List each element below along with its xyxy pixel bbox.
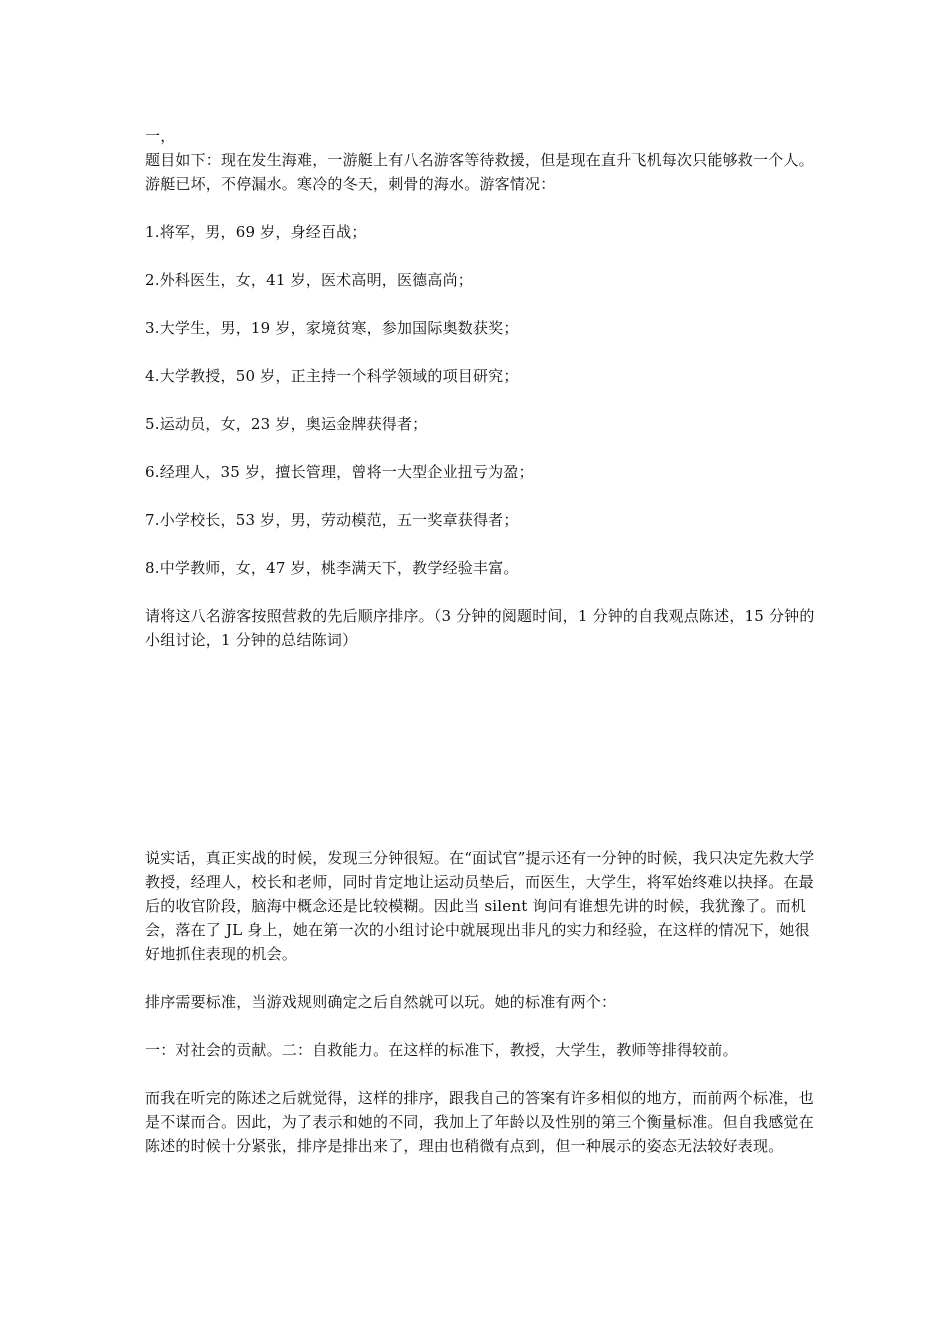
passenger-item-4: 4.大学教授，50 岁，正主持一个科学领域的项目研究；: [145, 367, 519, 385]
question-intro: 题目如下：现在发生海难，一游艇上有八名游客等待救援，但是现在直升飞机每次只能够救一个人。游艇已坏，不停漏水。寒冷的冬天，刺骨的海水。游客情况：: [145, 151, 814, 193]
passenger-item-7: 7.小学校长，53 岁，男，劳动模范，五一奖章获得者；: [145, 511, 519, 529]
section-heading: 一，: [145, 127, 176, 145]
reflection-paragraph-1: 说实话，真正实战的时候，发现三分钟很短。在“面试官”提示还有一分钟的时候，我只决定先救大学教授，经理人，校长和老师，同时肯定地让运动员垫后，而医生，大学生，将军始终难以抉择。在最后的收官阶段，脑海中概念还是比较模糊。因此当 silent 询问有谁想先讲的时候，我犹豫了。而机会，落在了 JL 身上，她在第一次的小组讨论中就展现出非凡的实力和经验，在这样的情况下，她很好地抓住表现的机会。: [145, 849, 815, 963]
question-instruction: 请将这八名游客按照营救的先后顺序排序。（3 分钟的阅题时间，1 分钟的自我观点陈述，15 分钟的小组讨论，1 分钟的总结陈词）: [145, 607, 815, 649]
passenger-item-2: 2.外科医生，女，41 岁，医术高明，医德高尚；: [145, 271, 473, 289]
question-section: [145, 124, 815, 676]
reflection-paragraph-3: 一：对社会的贡献。二：自救能力。在这样的标准下，教授，大学生，教师等排得较前。: [145, 1041, 738, 1059]
reflection-paragraph-2: 排序需要标准，当游戏规则确定之后自然就可以玩。她的标准有两个：: [145, 993, 617, 1011]
passenger-item-6: 6.经理人，35 岁，擅长管理，曾将一大型企业扭亏为盈；: [145, 463, 534, 481]
reflection-section: [145, 846, 815, 1182]
passenger-item-3: 3.大学生，男，19 岁，家境贫寒，参加国际奥数获奖；: [145, 319, 519, 337]
passenger-item-8: 8.中学教师，女，47 岁，桃李满天下，教学经验丰富。: [145, 559, 519, 577]
passenger-item-1: 1.将军，男，69 岁，身经百战；: [145, 223, 367, 241]
reflection-paragraph-4: 而我在听完的陈述之后就觉得，这样的排序，跟我自己的答案有许多相似的地方，而前两个标准，也是不谋而合。因此，为了表示和她的不同，我加上了年龄以及性别的第三个衡量标准。但自我感觉在陈述的时候十分紧张，排序是排出来了，理由也稍微有点到，但一种展示的姿态无法较好表现。: [145, 1089, 814, 1155]
passenger-item-5: 5.运动员，女，23 岁，奥运金牌获得者；: [145, 415, 428, 433]
